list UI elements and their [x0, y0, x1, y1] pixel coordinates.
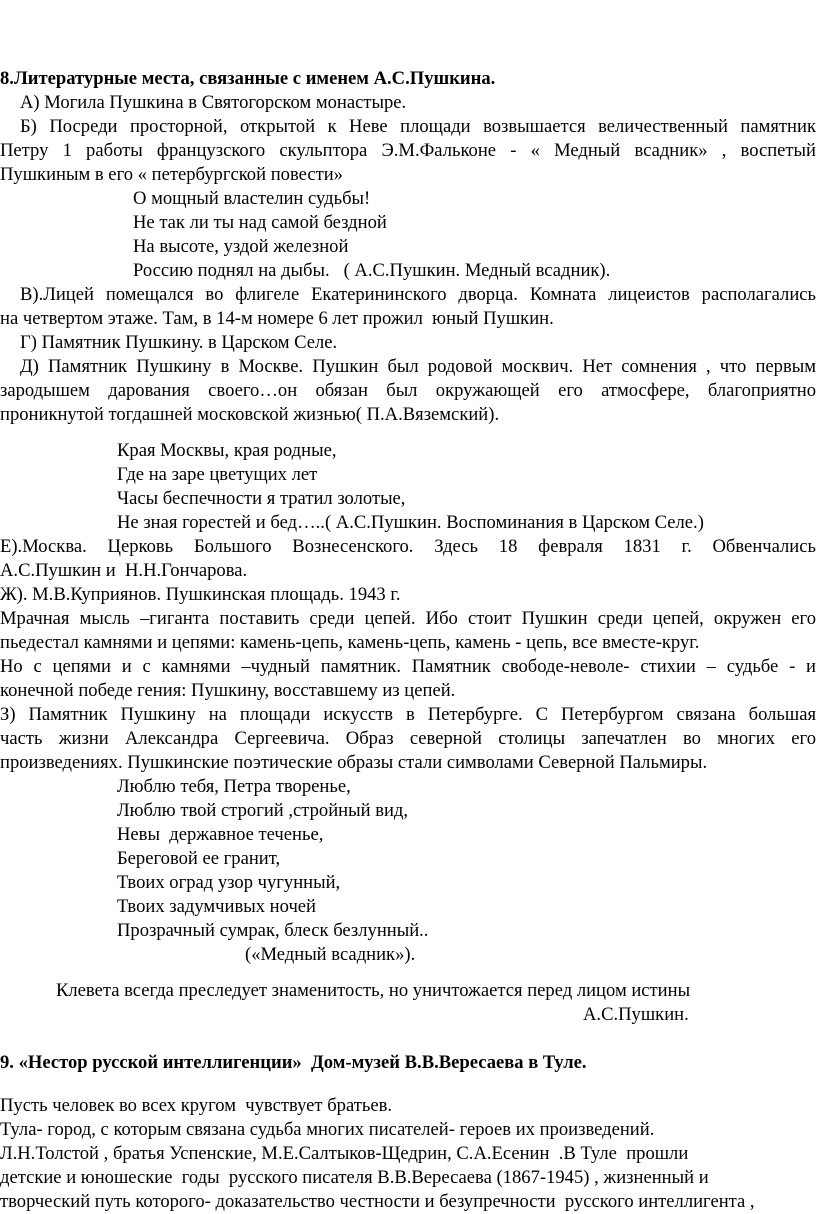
- poem-3-line-4: Береговой ее гранит,: [117, 848, 281, 869]
- paragraph-e-line-1: Е).Москва. Церковь Большого Вознесенского. Здесь 18 февраля 1831 г. Обвенчались: [0, 536, 816, 557]
- section-9-line-2: Тула- город, с которым связана судьба многих писателей- героев их произведений.: [0, 1119, 655, 1140]
- section-9-line-1: Пусть человек во всех кругом чувствует братьев.: [0, 1095, 393, 1116]
- paragraph-n-line-1: Но с цепями и с камнями –чудный памятник. Памятник свободе-неволе- стихии – судьбе - и: [0, 656, 816, 677]
- poem-3-line-2: Люблю твой строгий ,стройный вид,: [117, 800, 409, 821]
- poem-1-line-4: Россию поднял на дыбы. ( А.С.Пушкин. Медный всадник).: [133, 260, 611, 281]
- section-9-line-3: Л.Н.Толстой , братья Успенские, М.Е.Салтыков-Щедрин, С.А.Есенин .В Туле прошли: [0, 1143, 689, 1164]
- paragraph-d-line-3: проникнутой тогдашней московской жизнью( П.А.Вяземский).: [0, 404, 500, 425]
- paragraph-z-line-3: произведениях. Пушкинские поэтические образы стали символами Северной Пальмиры.: [0, 752, 708, 773]
- poem-3-line-5: Твоих оград узор чугунный,: [117, 872, 341, 893]
- paragraph-a: А) Могила Пушкина в Святогорском монастыре.: [20, 92, 407, 113]
- paragraph-m-line-2: пьедестал камнями и цепями: камень-цепь, камень-цепь, камень - цепь, все вместе-круг.: [0, 632, 700, 653]
- section-9-line-5: творческий путь которого- доказательство честности и безупречности русского интеллигента ,: [0, 1191, 755, 1212]
- paragraph-z-line-1: З) Памятник Пушкину на площади искусств в Петербурге. С Петербургом связана большая: [0, 704, 816, 725]
- poem-2-line-4: Не зная горестей и бед…..( А.С.Пушкин. Воспоминания в Царском Селе.): [117, 512, 704, 533]
- poem-3-line-7: Прозрачный сумрак, блеск безлунный..: [117, 920, 429, 941]
- poem-1-line-2: Не так ли ты над самой бездной: [133, 212, 387, 233]
- paragraph-d-line-2: зародышем дарования своего…он обязан был окружающей его атмосфере, благоприятно: [0, 380, 816, 401]
- poem-3-line-3: Невы державное теченье,: [117, 824, 324, 845]
- poem-2-line-3: Часы беспечности я тратил золотые,: [117, 488, 406, 509]
- poem-2-line-2: Где на заре цветущих лет: [117, 464, 318, 485]
- poem-1-line-1: О мощный властелин судьбы!: [133, 188, 371, 209]
- poem-3-source: («Медный всадник»).: [245, 944, 416, 965]
- paragraph-b-line-2: Петру 1 работы французского скульптора Э.М.Фальконе - « Медный всадник» , воспетый: [0, 140, 816, 161]
- paragraph-b-line-1: Б) Посреди просторной, открытой к Неве площади возвышается величественный памятник: [20, 116, 816, 137]
- poem-3-line-6: Твоих задумчивых ночей: [117, 896, 316, 917]
- paragraph-zh: Ж). М.В.Куприянов. Пушкинская площадь. 1943 г.: [0, 584, 401, 605]
- paragraph-m-line-1: Мрачная мысль –гиганта поставить среди цепей. Ибо стоит Пушкин среди цепей, окружен его: [0, 608, 816, 629]
- section-9-title: 9. «Нестор русской интеллигенции» Дом-музей В.В.Вересаева в Туле.: [0, 1052, 587, 1073]
- epigraph-quote: Клевета всегда преследует знаменитость, но уничтожается перед лицом истины: [56, 980, 691, 1001]
- poem-2-line-1: Края Москвы, края родные,: [117, 440, 337, 461]
- section-9-line-4: детские и юношеские годы русского писателя В.В.Вересаева (1867-1945) , жизненный и: [0, 1167, 709, 1188]
- section-8-title: 8.Литературные места, связанные с именем А.С.Пушкина.: [0, 68, 496, 89]
- paragraph-g: Г) Памятник Пушкину. в Царском Селе.: [20, 332, 338, 353]
- paragraph-d-line-1: Д) Памятник Пушкину в Москве. Пушкин был родовой москвич. Нет сомнения , что первым: [20, 356, 816, 377]
- paragraph-b-line-3: Пушкиным в его « петербургской повести»: [0, 164, 343, 185]
- paragraph-v-line-2: на четвертом этаже. Там, в 14-м номере 6 лет прожил юный Пушкин.: [0, 308, 554, 329]
- paragraph-e-line-2: А.С.Пушкин и Н.Н.Гончарова.: [0, 560, 248, 581]
- epigraph-author: А.С.Пушкин.: [583, 1004, 689, 1025]
- poem-1-line-3: На высоте, уздой железной: [133, 236, 349, 257]
- paragraph-z-line-2: часть жизни Александра Сергеевича. Образ северной столицы запечатлен во многих его: [0, 728, 816, 749]
- paragraph-v-line-1: В).Лицей помещался во флигеле Екатерининского дворца. Комната лицеистов располагались: [20, 284, 816, 305]
- poem-3-line-1: Люблю тебя, Петра творенье,: [117, 776, 351, 797]
- paragraph-n-line-2: конечной победе гения: Пушкину, восставшему из цепей.: [0, 680, 456, 701]
